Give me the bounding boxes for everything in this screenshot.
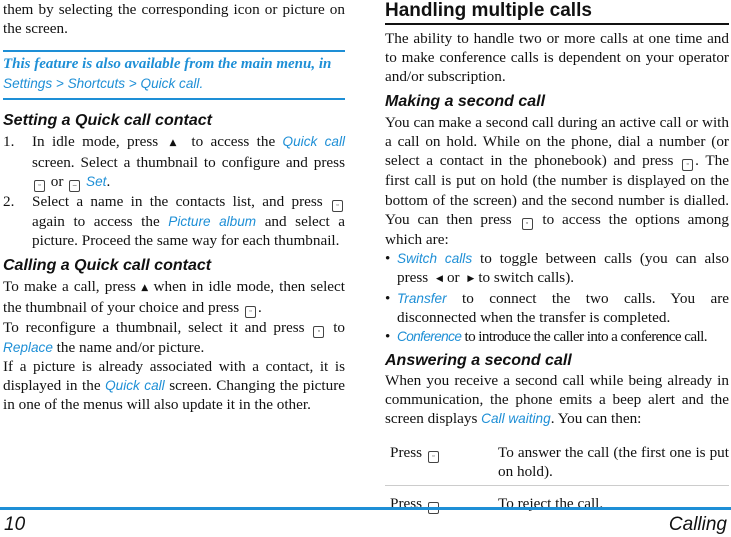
text: If a picture is already associated with a contact, it is displayed in the [3,357,345,394]
answering-paragraph [385,371,729,428]
step-text: Select a name in the contacts list, and press [32,193,323,211]
setting-steps [3,132,345,250]
calling-paragraph-2 [3,318,345,357]
text: the name and/or picture. [56,338,205,356]
up-arrow-icon: ▲ [139,282,150,293]
text: to [333,318,346,336]
text: when in idle mode, then select the thumbnail of your choice and press [3,277,345,316]
text: to toggle between calls (you can also press [397,249,730,286]
step-number: 1. [3,133,15,151]
text: When you receive a second call while being already in communication, the phone emits a beep alert and the screen displays [385,372,729,428]
calling-paragraph-3 [3,357,345,414]
right-arrow-icon: ▶ [467,273,475,284]
text: Press [390,494,423,512]
right-column [385,0,729,518]
chapter-title: Calling [668,514,727,535]
ok-key-icon: ▫ [313,326,324,338]
option-conference [385,327,729,346]
answer-options-table [385,435,729,518]
action-cell [385,435,498,486]
result-cell: To reject the call. [498,485,729,518]
shortcut-note [3,50,345,100]
step-text: to access the [191,133,276,151]
text: . The first call is put on hold (the number is displayed on the bottom of the screen) and the second number is dialled. You can then press [385,152,729,228]
quick-call-link: Quick call [282,134,346,150]
intro-text: them by selecting the corresponding icon or picture on the screen. [3,1,345,38]
text: To reconfigure a thumbnail, select it and press [3,318,305,336]
replace-link: Replace [3,339,53,355]
left-arrow-icon: ◀ [436,273,443,284]
text: or [446,268,460,286]
ok-key-icon: ▫ [428,451,439,463]
transfer-link: Transfer [397,290,447,306]
bullet-icon: • [385,289,391,307]
step-text: screen. Select a thumbnail to configure and press [32,154,345,172]
conference-link: Conference [397,329,462,345]
bullet-icon: • [385,328,390,346]
note-text: This feature is also available from the main menu, in [3,56,332,73]
result-cell: To answer the call (the first one is put on hold). [498,443,729,480]
step-text: or [50,173,64,191]
set-link: Set [86,174,107,190]
text: You can make a second call during an active call or with a call on hold. While on the phone, dial a number (or select a contact in the phonebook) and press [385,114,729,170]
bullet-icon: • [385,249,391,267]
second-call-heading: Making a second call [385,93,546,111]
calling-heading: Calling a Quick call contact [3,256,212,274]
ok-key-icon: ▫ [34,180,45,192]
text: to switch calls). [478,268,575,286]
step-text: In idle mode, press [32,133,159,151]
option-transfer [385,289,729,327]
switch-calls-link: Switch calls [397,250,473,266]
ok-key-icon: ▫ [245,306,256,318]
second-call-paragraph [385,113,729,248]
answering-heading: Answering a second call [385,352,572,370]
option-switch-calls [385,249,729,289]
text: to connect the two calls. You are disconnected when the transfer is completed. [397,289,729,327]
options-list [385,249,729,346]
setting-heading: Setting a Quick call contact [3,112,212,130]
section-title: Handling multiple calls [385,0,729,25]
text: to introduce the caller into a conference call. [464,328,707,346]
text: . You can then: [550,410,642,428]
step-1 [3,132,345,192]
step-2 [3,192,345,250]
multiple-calls-intro: The ability to handle two or more calls at one time and to make conference calls is dependent on your operator and/or subscription. [385,30,729,86]
note-path: Settings > Shortcuts > Quick call. [3,76,204,92]
text: . [257,298,262,316]
left-column [3,0,345,414]
up-arrow-icon: ▲ [169,138,181,149]
text: To make a call, press [3,277,136,295]
ok-key-icon: ▫ [332,200,343,212]
page-number: 10 [4,514,26,535]
page-footer [0,507,731,537]
ok-key-icon: ▫ [522,218,533,230]
ok-key-icon: ▫ [682,159,693,171]
text: to access the options among which are: [385,210,729,248]
hangup-key-icon: ⌄ [428,502,439,514]
step-text: . [106,173,111,191]
text: screen. Changing the picture in one of the menus will also update it in the other. [3,376,346,413]
text: Press [390,443,423,461]
call-waiting-link: Call waiting [481,411,551,427]
quick-call-link: Quick call [105,377,165,393]
calling-paragraph-1 [3,277,345,318]
step-text: and select a picture. Proceed the same way for each thumbnail. [32,213,346,250]
step-text: again to access the [32,213,160,231]
table-row [385,435,729,486]
softkey-icon: – [69,180,80,192]
step-number: 2. [3,193,15,211]
picture-album-link: Picture album [168,214,257,230]
